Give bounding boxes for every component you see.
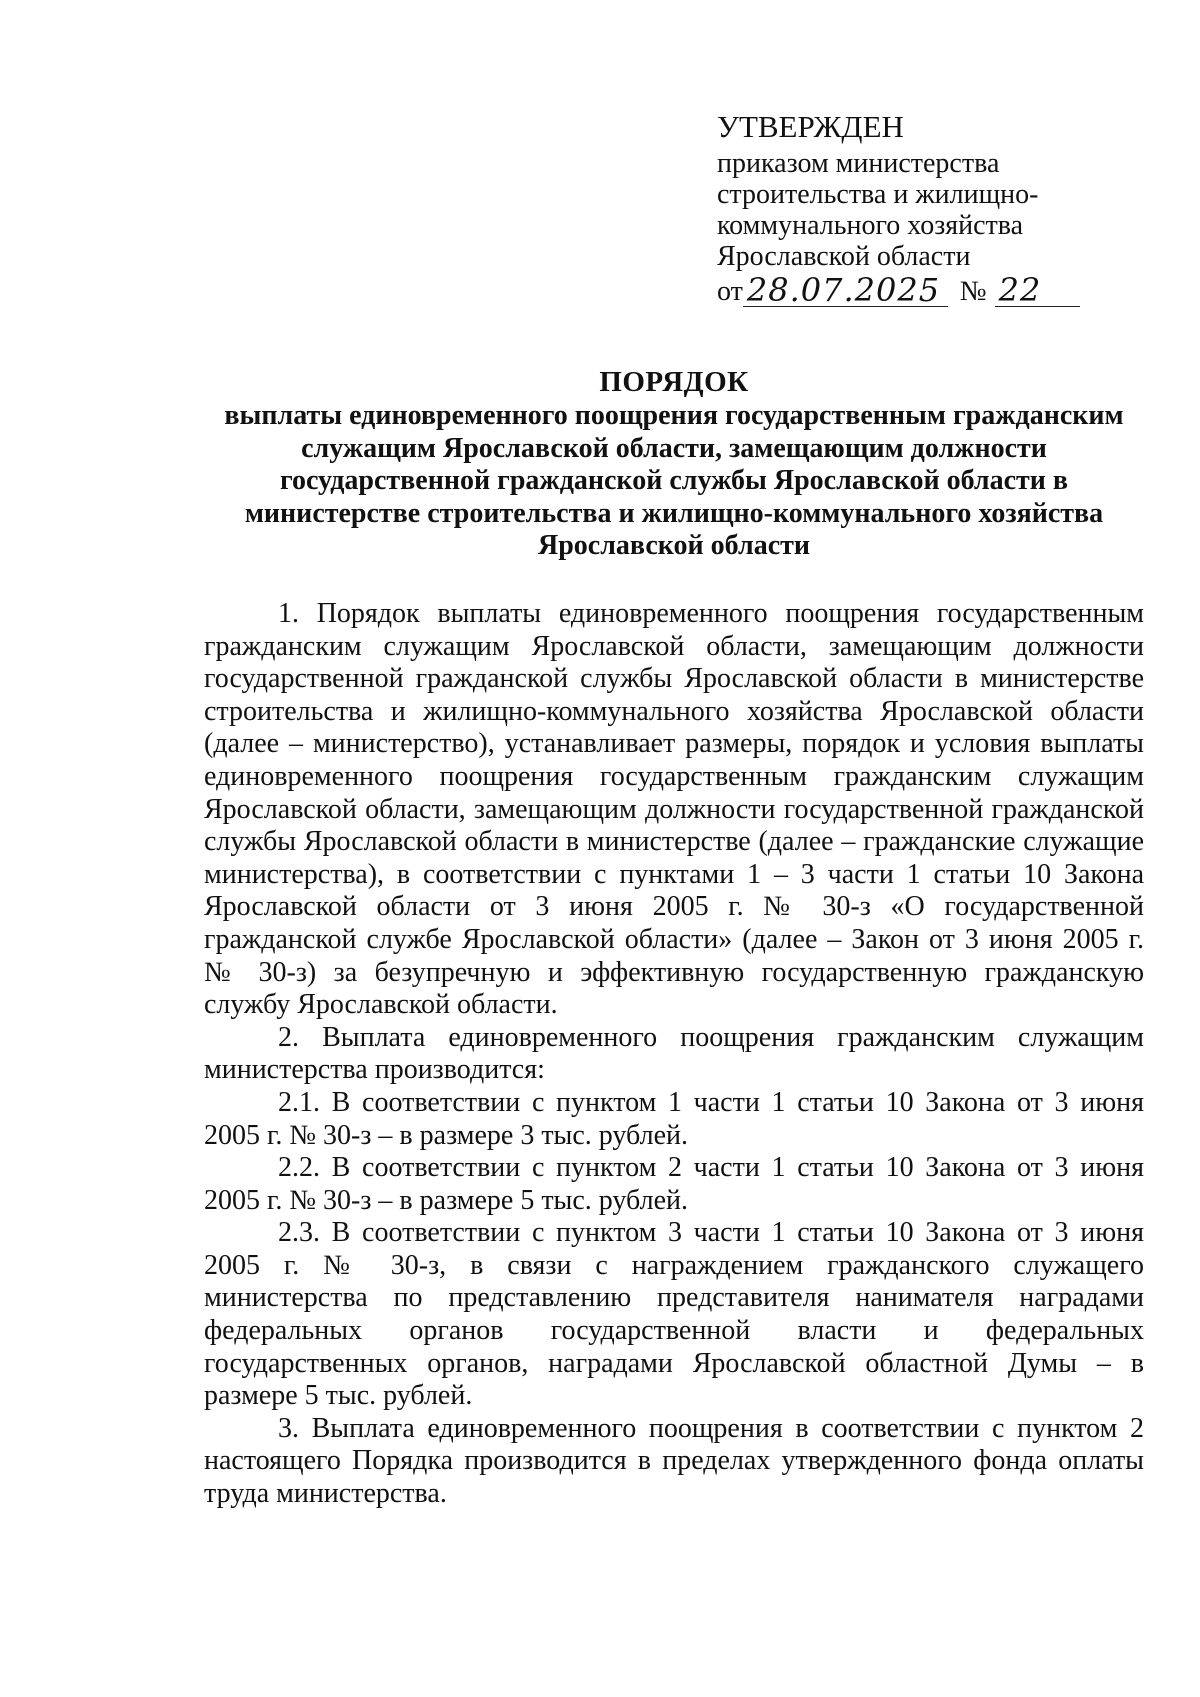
approval-line-3: коммунального хозяйства — [717, 210, 1024, 241]
number-label: № — [959, 276, 987, 307]
approval-line-4: Ярославской области — [717, 241, 971, 272]
document-title: ПОРЯДОК — [599, 366, 749, 398]
date-prefix: от — [717, 276, 743, 307]
approval-title: УТВЕРЖДЕН — [717, 109, 904, 144]
approval-stamp — [717, 110, 1117, 307]
approval-line-1: приказом министерства — [717, 148, 1000, 179]
paragraph-3: 3. Выплата единовременного поощрения в соответствии с пунктом 2 настоящего Порядка производится в пределах утвержденного фонда оплаты труда министерства. — [204, 1412, 1144, 1510]
paragraph-2-1: 2.1. В соответствии с пунктом 1 части 1 статьи 10 Закона от 3 июня 2005 г. № 30-з – в размере 3 тыс. рублей. — [204, 1086, 1144, 1151]
heading-line-5: Ярославской области — [537, 530, 811, 561]
approval-line-2: строительства и жилищно- — [717, 179, 1039, 210]
heading-line-1: выплаты единовременного поощрения государственным гражданским — [224, 400, 1124, 431]
document-heading — [200, 364, 1148, 563]
heading-line-3: государственной гражданской службы Ярославской области в — [279, 465, 1069, 496]
approval-date-number-line — [717, 271, 1117, 309]
heading-line-2: служащим Ярославской области, замещающим должности — [301, 432, 1047, 464]
handwritten-number: 22 — [995, 274, 1080, 307]
paragraph-2-3: 2.3. В соответствии с пунктом 3 части 1 статьи 10 Закона от 3 июня 2005 г. № 30-з, в связи с награждением гражданского служащего министерства по представлению представителя нанимателя наградами федеральных органов государственной власти и федеральных государственных органов, наградами Ярославской областной Думы – в размере 5 тыс. рублей. — [204, 1217, 1144, 1412]
paragraph-2-2: 2.2. В соответствии с пунктом 2 части 1 статьи 10 Закона от 3 июня 2005 г. № 30-з – в размере 5 тыс. рублей. — [204, 1152, 1144, 1216]
paragraph-1: 1. Порядок выплаты единовременного поощрения государственным гражданским служащим Ярославской области, замещающим должности государственной гражданской службы Ярославской области в министерстве строительства и жилищно-коммунального хозяйства Ярославской области (далее – министерство), устанавливает размеры, порядок и условия выплаты единовременного поощрения государственным гражданским служащим Ярославской области, замещающим должности государственной гражданской службы Ярославской области в министерстве (далее – гражданские служащие министерства), в соответствии с пунктами 1 – 3 части 1 статьи 10 Закона Ярославской области от 3 июня 2005 г. № 30-з «О государственной гражданской службе Ярославской области» (далее – Закон от 3 июня 2005 г. № 30-з) за безупречную и эффективную государственную гражданскую службу Ярославской области. — [204, 598, 1144, 1021]
document-body — [204, 598, 1144, 1511]
heading-line-4: министерстве строительства и жилищно-коммунального хозяйства — [244, 497, 1104, 529]
handwritten-date: 28.07.2025 — [743, 274, 948, 307]
paragraph-2: 2. Выплата единовременного поощрения гражданским служащим министерства производится: — [204, 1021, 1144, 1086]
